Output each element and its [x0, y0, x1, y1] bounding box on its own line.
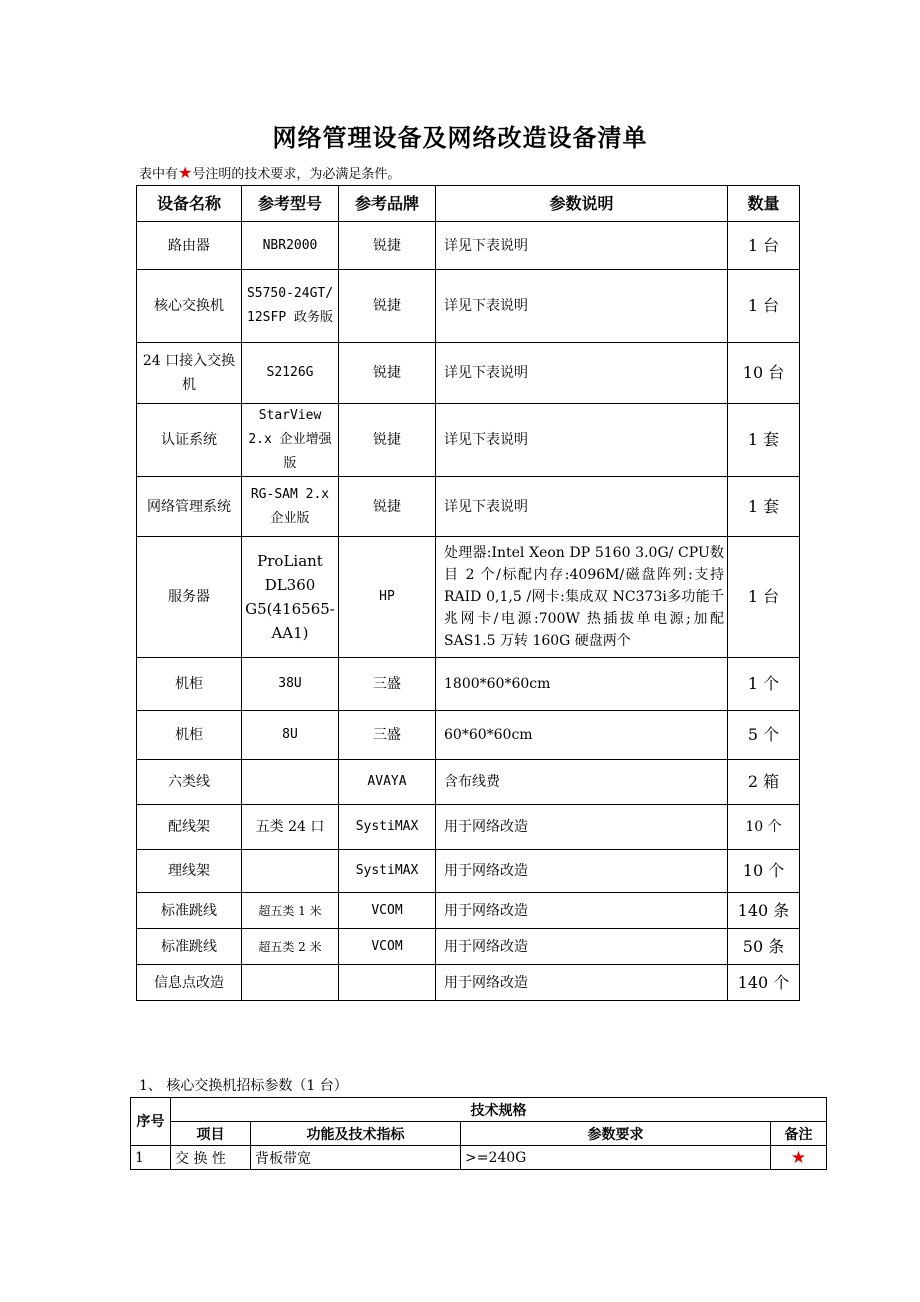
cell-model: 38U: [242, 658, 339, 711]
cell-model: 超五类 1 米: [242, 893, 339, 929]
cell-brand: AVAYA: [339, 760, 436, 805]
cell-name: 核心交换机: [137, 270, 242, 343]
cell-desc: 用于网络改造: [436, 893, 728, 929]
cell-brand: SystiMAX: [339, 805, 436, 850]
cell-model: NBR2000: [242, 222, 339, 270]
cell-desc: 详见下表说明: [436, 477, 728, 537]
table-row: [131, 1146, 827, 1170]
table-row: [137, 965, 800, 1001]
cell-desc: 详见下表说明: [436, 343, 728, 404]
table-row: [137, 711, 800, 760]
header-brand: 参考品牌: [339, 186, 436, 222]
cell-name: 六类线: [137, 760, 242, 805]
cell-qty: 1 台: [728, 222, 800, 270]
header-quantity: 数量: [728, 186, 800, 222]
cell-qty: 1 套: [728, 404, 800, 477]
spec-subheader-row: [131, 1122, 827, 1146]
cell-brand: VCOM: [339, 929, 436, 965]
table-row: [137, 343, 800, 404]
cell-name: 认证系统: [137, 404, 242, 477]
cell-brand: 三盛: [339, 658, 436, 711]
cell-name: 路由器: [137, 222, 242, 270]
spec-cell-seq: 1: [131, 1146, 171, 1170]
table-row: [137, 537, 800, 658]
cell-model: 五类 24 口: [242, 805, 339, 850]
table-row: [137, 404, 800, 477]
cell-brand: [339, 965, 436, 1001]
red-star-icon: ★: [790, 1147, 807, 1168]
spec-cell-remark: [771, 1146, 827, 1170]
spec-header-feature: 功能及技术指标: [251, 1122, 461, 1146]
cell-model: StarView 2.x 企业增强版: [242, 404, 339, 477]
spec-header-seq: 序号: [131, 1098, 171, 1146]
cell-qty: 140 条: [728, 893, 800, 929]
table-row: [137, 658, 800, 711]
cell-desc: 详见下表说明: [436, 270, 728, 343]
note-text-after: 号注明的技术要求，为必满足条件。: [192, 167, 401, 182]
cell-name: 网络管理系统: [137, 477, 242, 537]
cell-name: 机柜: [137, 658, 242, 711]
cell-qty: 10 个: [728, 850, 800, 893]
cell-model: S5750-24GT/12SFP 政务版: [242, 270, 339, 343]
spec-cell-item: 交 换 性: [171, 1146, 251, 1170]
header-model: 参考型号: [242, 186, 339, 222]
cell-desc: 详见下表说明: [436, 222, 728, 270]
cell-qty: 10 个: [728, 805, 800, 850]
cell-desc: 1800*60*60cm: [436, 658, 728, 711]
spec-header-remark: 备注: [771, 1122, 827, 1146]
cell-model: 8U: [242, 711, 339, 760]
cell-model: [242, 965, 339, 1001]
cell-qty: 140 个: [728, 965, 800, 1001]
red-star-icon: ★: [178, 163, 193, 182]
cell-qty: 10 台: [728, 343, 800, 404]
cell-brand: 锐捷: [339, 270, 436, 343]
cell-qty: 1 套: [728, 477, 800, 537]
cell-brand: 锐捷: [339, 404, 436, 477]
cell-brand: 三盛: [339, 711, 436, 760]
core-switch-spec-table: [130, 1097, 827, 1170]
table-row: [137, 477, 800, 537]
cell-qty: 5 个: [728, 711, 800, 760]
spec-cell-requirement: >=240G: [461, 1146, 771, 1170]
requirement-note: [139, 163, 400, 182]
cell-desc: 用于网络改造: [436, 850, 728, 893]
spec-cell-feature: 背板带宽: [251, 1146, 461, 1170]
cell-model: ProLiant DL360 G5(416565-AA1): [242, 537, 339, 658]
cell-model: S2126G: [242, 343, 339, 404]
table-row: [137, 760, 800, 805]
cell-qty: 50 条: [728, 929, 800, 965]
cell-name: 标准跳线: [137, 893, 242, 929]
cell-name: 标准跳线: [137, 929, 242, 965]
table-row: [137, 929, 800, 965]
cell-qty: 1 个: [728, 658, 800, 711]
cell-qty: 2 箱: [728, 760, 800, 805]
cell-name: 服务器: [137, 537, 242, 658]
cell-brand: HP: [339, 537, 436, 658]
cell-brand: VCOM: [339, 893, 436, 929]
cell-brand: SystiMAX: [339, 850, 436, 893]
equipment-table: [136, 185, 800, 1001]
header-description: 参数说明: [436, 186, 728, 222]
cell-model: 超五类 2 米: [242, 929, 339, 965]
spec-header-row: [131, 1098, 827, 1122]
cell-desc: 用于网络改造: [436, 929, 728, 965]
cell-brand: 锐捷: [339, 222, 436, 270]
page-title: 网络管理设备及网络改造设备清单: [272, 123, 648, 152]
section-heading: 1、 核心交换机招标参数（1 台）: [139, 1078, 348, 1094]
header-device-name: 设备名称: [137, 186, 242, 222]
note-text-before: 表中有: [139, 167, 179, 182]
cell-model: [242, 850, 339, 893]
table-row: [137, 893, 800, 929]
cell-model: RG-SAM 2.x 企业版: [242, 477, 339, 537]
spec-header-item: 项目: [171, 1122, 251, 1146]
cell-qty: 1 台: [728, 270, 800, 343]
table-row: [137, 270, 800, 343]
table-header-row: [137, 186, 800, 222]
cell-brand: 锐捷: [339, 343, 436, 404]
cell-brand: 锐捷: [339, 477, 436, 537]
table-row: [137, 850, 800, 893]
table-row: [137, 222, 800, 270]
cell-desc: 处理器:Intel Xeon DP 5160 3.0G/ CPU数目 2 个/标配内存:4096M/磁盘阵列:支持 RAID 0,1,5 /网卡:集成双 NC373i多功能千兆网卡/电源:700W 热插拔单电源;加配 SAS1.5 万转 160G 硬盘两个: [436, 537, 728, 658]
cell-name: 机柜: [137, 711, 242, 760]
cell-name: 24 口接入交换机: [137, 343, 242, 404]
cell-desc: 含布线费: [436, 760, 728, 805]
spec-header-requirement: 参数要求: [461, 1122, 771, 1146]
table-row: [137, 805, 800, 850]
cell-name: 配线架: [137, 805, 242, 850]
cell-desc: 60*60*60cm: [436, 711, 728, 760]
cell-desc: 用于网络改造: [436, 965, 728, 1001]
cell-model: [242, 760, 339, 805]
cell-desc: 详见下表说明: [436, 404, 728, 477]
cell-name: 理线架: [137, 850, 242, 893]
spec-header-group: 技术规格: [171, 1098, 827, 1122]
cell-qty: 1 台: [728, 537, 800, 658]
cell-name: 信息点改造: [137, 965, 242, 1001]
cell-desc: 用于网络改造: [436, 805, 728, 850]
